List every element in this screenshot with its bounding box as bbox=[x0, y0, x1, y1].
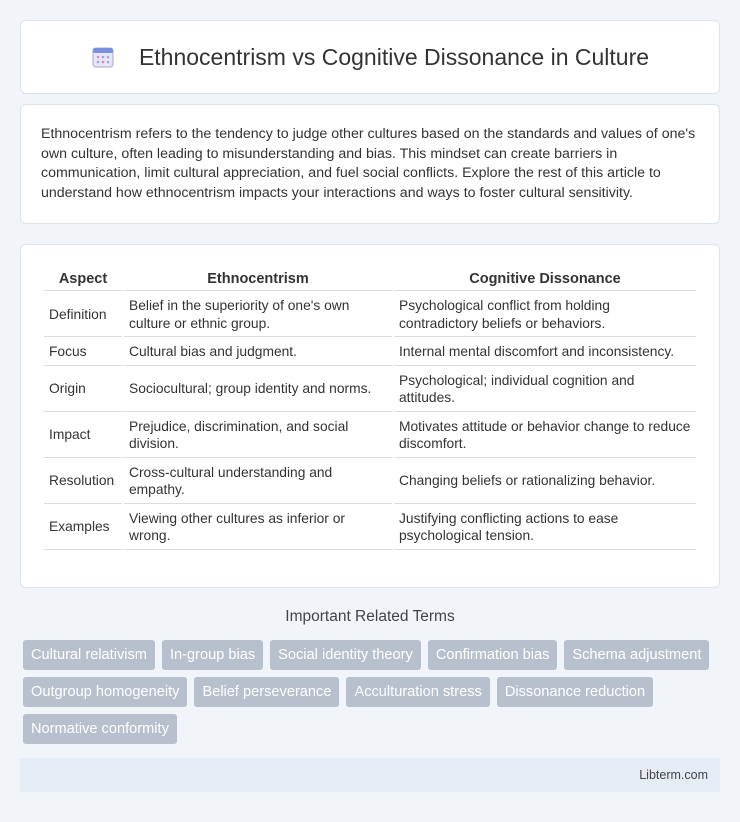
comparison-table-card bbox=[20, 244, 720, 588]
footer-site-link[interactable]: Libterm.com bbox=[639, 768, 708, 782]
comparison-table bbox=[42, 265, 698, 552]
related-terms-list bbox=[20, 640, 720, 744]
page-title: Ethnocentrism vs Cognitive Dissonance in Culture bbox=[138, 43, 650, 70]
table-cell-cognitive-dissonance: Psychological conflict from holding contradictory beliefs or behaviors. bbox=[394, 293, 696, 337]
related-terms-section bbox=[20, 608, 720, 744]
table-cell-ethnocentrism: Belief in the superiority of one's own culture or ethnic group. bbox=[124, 293, 392, 337]
footer bbox=[20, 758, 720, 792]
related-term-tag[interactable]: Cultural relativism bbox=[23, 640, 155, 670]
header-card bbox=[20, 20, 720, 94]
table-row bbox=[44, 414, 696, 458]
related-term-tag[interactable]: In-group bias bbox=[162, 640, 263, 670]
related-terms-title: Important Related Terms bbox=[285, 608, 455, 625]
related-term-tag[interactable]: Outgroup homogeneity bbox=[23, 677, 187, 707]
related-term-tag[interactable]: Confirmation bias bbox=[428, 640, 558, 670]
table-row bbox=[44, 506, 696, 550]
table-cell-cognitive-dissonance: Motivates attitude or behavior change to reduce discomfort. bbox=[394, 414, 696, 458]
table-cell-aspect: Definition bbox=[44, 293, 122, 337]
related-term-tag[interactable]: Belief perseverance bbox=[194, 677, 339, 707]
related-term-tag[interactable]: Acculturation stress bbox=[346, 677, 489, 707]
table-row bbox=[44, 368, 696, 412]
header-cognitive-dissonance: Cognitive Dissonance bbox=[394, 267, 696, 291]
table-cell-aspect: Resolution bbox=[44, 460, 122, 504]
related-term-tag[interactable]: Social identity theory bbox=[270, 640, 421, 670]
intro-card bbox=[20, 104, 720, 224]
table-cell-ethnocentrism: Viewing other cultures as inferior or wrong. bbox=[124, 506, 392, 550]
related-term-tag[interactable]: Dissonance reduction bbox=[497, 677, 653, 707]
calendar-icon bbox=[91, 45, 115, 69]
header-aspect: Aspect bbox=[44, 267, 122, 291]
table-cell-aspect: Examples bbox=[44, 506, 122, 550]
table-cell-aspect: Origin bbox=[44, 368, 122, 412]
table-cell-aspect: Focus bbox=[44, 339, 122, 366]
table-cell-cognitive-dissonance: Psychological; individual cognition and attitudes. bbox=[394, 368, 696, 412]
intro-paragraph: Ethnocentrism refers to the tendency to judge other cultures based on the standards and values of one's own culture, often leading to misunderstanding and bias. This mindset can create barriers in communication, limit cultural appreciation, and fuel social conflicts. Explore the rest of this article to understand how ethnocentrism impacts your interactions and ways to foster cultural sensitivity. bbox=[41, 126, 696, 201]
table-cell-ethnocentrism: Prejudice, discrimination, and social division. bbox=[124, 414, 392, 458]
related-term-tag[interactable]: Schema adjustment bbox=[564, 640, 709, 670]
header-ethnocentrism: Ethnocentrism bbox=[124, 267, 392, 291]
table-cell-ethnocentrism: Cultural bias and judgment. bbox=[124, 339, 392, 366]
table-row bbox=[44, 293, 696, 337]
table-cell-cognitive-dissonance: Internal mental discomfort and inconsistency. bbox=[394, 339, 696, 366]
table-cell-ethnocentrism: Cross-cultural understanding and empathy. bbox=[124, 460, 392, 504]
table-cell-aspect: Impact bbox=[44, 414, 122, 458]
table-cell-ethnocentrism: Sociocultural; group identity and norms. bbox=[124, 368, 392, 412]
table-row bbox=[44, 339, 696, 366]
table-row bbox=[44, 460, 696, 504]
table-cell-cognitive-dissonance: Justifying conflicting actions to ease psychological tension. bbox=[394, 506, 696, 550]
related-term-tag[interactable]: Normative conformity bbox=[23, 714, 177, 744]
table-header-row bbox=[44, 267, 696, 291]
table-cell-cognitive-dissonance: Changing beliefs or rationalizing behavior. bbox=[394, 460, 696, 504]
